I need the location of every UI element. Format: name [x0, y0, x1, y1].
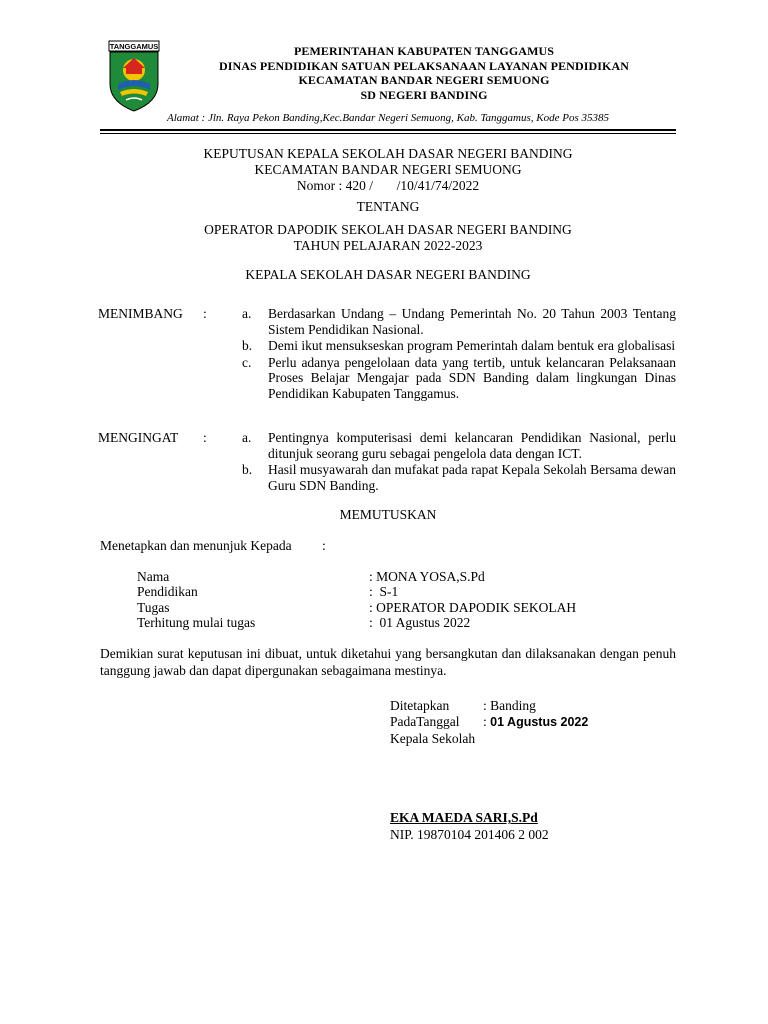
closing-paragraph: Demikian surat keputusan ini dibuat, untuk diketahui yang bersangkutan dan dilaksanakan dengan penuh tanggung jawab dan dapat dipergunakan sebagaimana mestinya. [100, 646, 676, 678]
terhitung-value: : 01 Agustus 2022 [369, 615, 471, 630]
nama-label: Nama [137, 569, 170, 584]
letterhead-rule-thick [100, 129, 676, 131]
tanggal-value-wrap [483, 714, 588, 730]
decree-title-line1: KEPUTUSAN KEPALA SEKOLAH DASAR NEGERI BANDING [203, 146, 573, 161]
letterhead-rule-thin [100, 133, 676, 134]
signer-nip: NIP. 19870104 201406 2 002 [390, 827, 549, 842]
list-item [242, 462, 676, 493]
menetapkan-label: Menetapkan dan menunjuk Kepada [100, 538, 292, 553]
list-text: Pentingnya komputerisasi demi kelancaran Pendidikan Nasional, perlu ditunjuk seorang guru sebagai pengelola data dengan ICT. [268, 430, 676, 461]
menimbang-label: MENIMBANG [98, 306, 183, 321]
logo-caption: TANGGAMUS [109, 42, 159, 51]
menetapkan-colon: : [322, 538, 326, 553]
list-item [242, 338, 676, 354]
list-item [242, 355, 676, 402]
letterhead-address: Alamat : Jln. Raya Pekon Banding,Kec.Bandar Negeri Semuong, Kab. Tanggamus, Kode Pos 35385 [167, 112, 609, 124]
decree-number: Nomor : 420 / /10/41/74/2022 [296, 178, 480, 193]
tanggal-value: 01 Agustus 2022 [490, 715, 589, 729]
decree-title [100, 146, 676, 194]
tentang-line1: OPERATOR DAPODIK SEKOLAH DASAR NEGERI BANDING [204, 222, 572, 237]
tanggamus-logo [108, 40, 160, 112]
list-text: Demi ikut mensukseskan program Pemerintah dalam bentuk era globalisasi [268, 338, 676, 353]
tanggal-label: PadaTanggal [390, 714, 460, 729]
letterhead-lines [170, 44, 678, 102]
ditetapkan-value: : Banding [483, 698, 536, 713]
tentang-label: TENTANG [356, 199, 420, 214]
mengingat-list [242, 430, 676, 494]
ditetapkan-label: Ditetapkan [390, 698, 450, 713]
letterhead-government: PEMERINTAHAN KABUPATEN TANGGAMUS [293, 44, 555, 58]
list-item [242, 306, 676, 337]
list-letter: a. [242, 430, 252, 445]
nama-value: : MONA YOSA,S.Pd [369, 569, 485, 584]
kepala-heading: KEPALA SEKOLAH DASAR NEGERI BANDING [245, 267, 531, 282]
tentang-line2: TAHUN PELAJARAN 2022-2023 [293, 238, 483, 253]
list-letter: b. [242, 462, 253, 477]
memutuskan-heading: MEMUTUSKAN [339, 507, 437, 522]
mengingat-colon: : [203, 430, 207, 445]
terhitung-label: Terhitung mulai tugas [137, 615, 256, 630]
list-text: Perlu adanya pengelolaan data yang tertib, untuk kelancaran Pelaksanaan Proses Belajar Mengajar pada SDN Banding dalam lingkungan Dinas Pendidikan Kabupaten Tanggamus. [268, 354, 676, 401]
list-text: Berdasarkan Undang – Undang Pemerintah No. 20 Tahun 2003 Tentang Sistem Pendidikan Nasional. [268, 306, 676, 337]
decree-title-line2: KECAMATAN BANDAR NEGERI SEMUONG [254, 162, 522, 177]
menimbang-colon: : [203, 306, 207, 321]
list-letter: b. [242, 338, 253, 353]
list-letter: c. [242, 354, 252, 370]
tugas-label: Tugas [137, 600, 170, 615]
mengingat-label: MENGINGAT [98, 430, 179, 445]
letterhead-district: KECAMATAN BANDAR NEGERI SEMUONG [298, 73, 550, 87]
letterhead-school: SD NEGERI BANDING [360, 87, 488, 102]
menimbang-list [242, 306, 676, 402]
list-letter: a. [242, 306, 252, 321]
pendidikan-value: : S-1 [369, 584, 399, 599]
signer-role: Kepala Sekolah [390, 731, 476, 746]
pendidikan-label: Pendidikan [137, 584, 198, 599]
tanggal-colon: : [483, 714, 491, 729]
signer-name: EKA MAEDA SARI,S.Pd [390, 810, 538, 825]
list-text: Hasil musyawarah dan mufakat pada rapat Kepala Sekolah Bersama dewan Guru SDN Banding. [268, 462, 676, 493]
tentang-subject [100, 222, 676, 254]
list-item [242, 430, 676, 461]
letterhead-department: DINAS PENDIDIKAN SATUAN PELAKSANAAN LAYANAN PENDIDIKAN [218, 58, 629, 73]
tugas-value: : OPERATOR DAPODIK SEKOLAH [369, 600, 577, 615]
